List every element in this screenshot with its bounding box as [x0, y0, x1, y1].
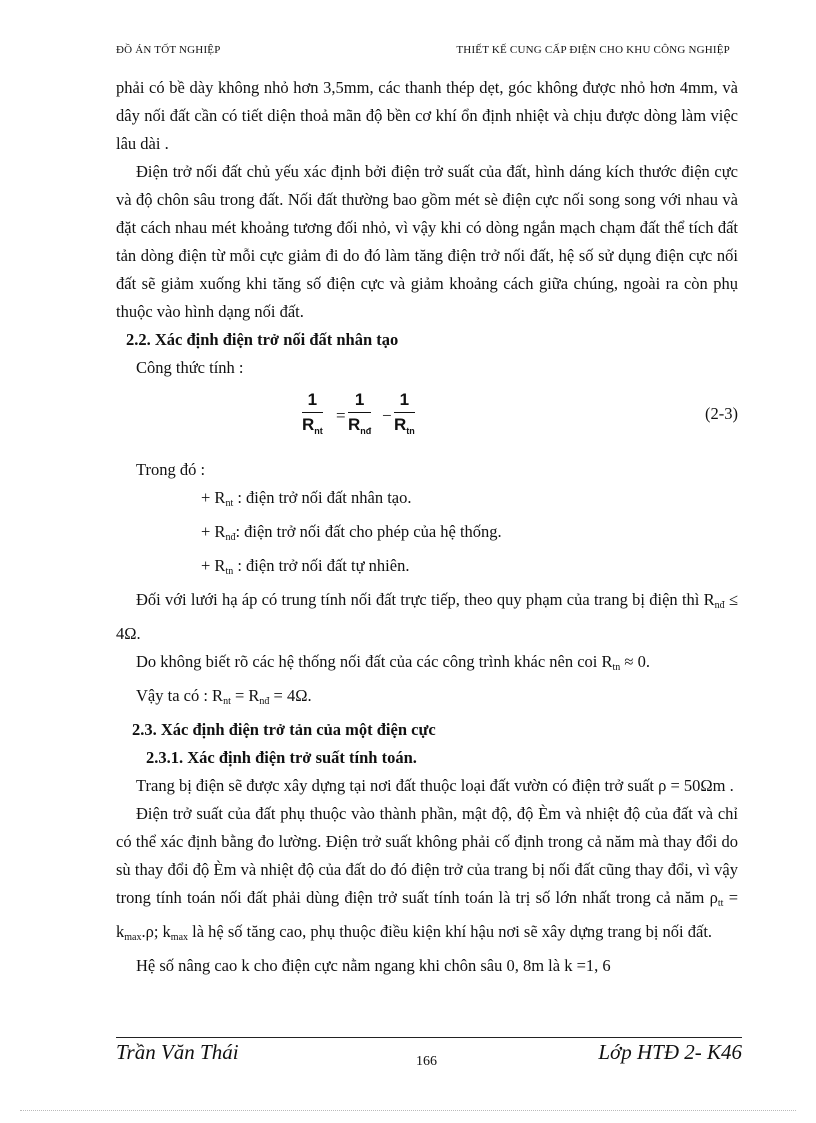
heading-2-3-1: 2.3.1. Xác định điện trở suất tính toán. [146, 748, 417, 767]
frac-bar [394, 412, 415, 413]
paragraph-1: phải có bề dày không nhỏ hơn 3,5mm, các thanh thép dẹt, góc không được nhỏ hơn 4mm, và dây nối đất cần có tiết diện thoả mãn độ bền cơ khí ổn định nhiệt và chịu được dòng làm việc lâu dài . [116, 78, 738, 153]
frac-right-den: $R_{tn}$ [394, 415, 415, 436]
minus-sign: − [382, 406, 392, 425]
list-item: + $R_{nt}$ : điện trở nối đất nhân tạo. [201, 488, 412, 509]
frac-left-den: $R_{nt}$ [302, 415, 323, 436]
frac-right [394, 390, 415, 441]
paragraph-4: Do không biết rõ các hệ thống nối đất của các công trình khác nên coi $R_{tn} \approx 0$. [136, 652, 650, 673]
frac-mid-den: $R_{nđ}$ [348, 415, 372, 436]
paragraph-7: Điện trở suất của đất phụ thuộc vào thành phần, mật độ, độ Èm và nhiệt độ của đất và chỉ có thể xác định bằng đo lường. Điện trở suất không phải cố định trong cả năm mà thay đổi do sù thay đổi độ Èm và nhiệt độ của đất do đó điện trở của trang bị nối đất cũng thay đổi, vì vậy trong tính toán nối đất phải dùng điện trở suất tính toán là trị số lớn nhất trong cả năm $\rho_{tt} = k_{max}.\rho$; $k_{max}$ là hệ số tăng cao, phụ thuộc điều kiện khí hậu nơi sẽ xây dựng trang bị nối đất. [116, 804, 738, 943]
footer-class: Lớp HTĐ 2- K46 [598, 1040, 742, 1064]
paragraph-3: Đối với lưới hạ áp có trung tính nối đất trực tiếp, theo quy phạm của trang bị điện thì $R_{nđ} \le 4\Omega$. [116, 590, 738, 643]
equals-sign: = [336, 406, 346, 425]
list-item: + $R_{tn}$ : điện trở nối đất tự nhiên. [201, 556, 410, 577]
footer-rule [116, 1037, 742, 1038]
where-label: Trong đó : [136, 460, 206, 479]
paragraph-2: Điện trở nối đất chủ yếu xác định bởi điện trở suất của đất, hình dáng kích thước điện cực và độ chôn sâu trong đất. Nối đất thường bao gồm mét sè điện cực nối song song với nhau và đặt cách nhau mét khoảng tương đối nhỏ, vì vậy khi có dòng ngắn mạch chạm đất thể tích đất tản dòng điện từ mỗi cực giảm đi do đó làm tăng điện trở nối đất, hệ số sử dụng điện cực nối đất sẽ giảm xuống khi tăng số điện cực và giảm khoảng cách giữa chúng, ngoài ra còn phụ thuộc vào hình dạng nối đất. [116, 162, 738, 321]
page-header [116, 44, 730, 64]
paragraph-6: Trang bị điện sẽ được xây dựng tại nơi đất thuộc loại đất vườn có điện trở suất ρ = 50Ωm . [136, 776, 734, 795]
paragraph-5: Vậy ta có : $R_{nt} = R_{nđ} = 4\Omega$. [136, 686, 312, 707]
list-item: + $R_{nđ}$: điện trở nối đất cho phép của hệ thống. [201, 522, 502, 543]
formula-2-3 [116, 382, 738, 456]
frac-bar [302, 412, 323, 413]
frac-left-num: 1 [307, 390, 318, 409]
equation-number: (2-3) [705, 404, 738, 423]
page-number: 166 [416, 1054, 437, 1069]
header-right: THIẾT KẾ CUNG CẤP ĐIỆN CHO KHU CÔNG NGHIỆP [456, 44, 730, 56]
frac-bar [348, 412, 371, 413]
heading-2-3: 2.3. Xác định điện trở tản của một điện cực [132, 720, 436, 739]
frac-right-num: 1 [399, 390, 410, 409]
frac-mid [348, 390, 371, 441]
frac-left [302, 390, 323, 441]
page-edge-divider [20, 1110, 796, 1111]
heading-2-2: 2.2. Xác định điện trở nối đất nhân tạo [126, 330, 399, 349]
header-left: ĐỒ ÁN TỐT NGHIỆP [116, 44, 221, 56]
page-footer [116, 1040, 742, 1070]
paragraph-8: Hệ số nâng cao k cho điện cực nằm ngang khi chôn sâu 0, 8m là k =1, 6 [136, 956, 611, 975]
frac-mid-num: 1 [354, 390, 365, 409]
formula-intro: Công thức tính : [136, 358, 244, 377]
footer-author: Trần Văn Thái [116, 1040, 239, 1064]
page-body [116, 74, 738, 980]
